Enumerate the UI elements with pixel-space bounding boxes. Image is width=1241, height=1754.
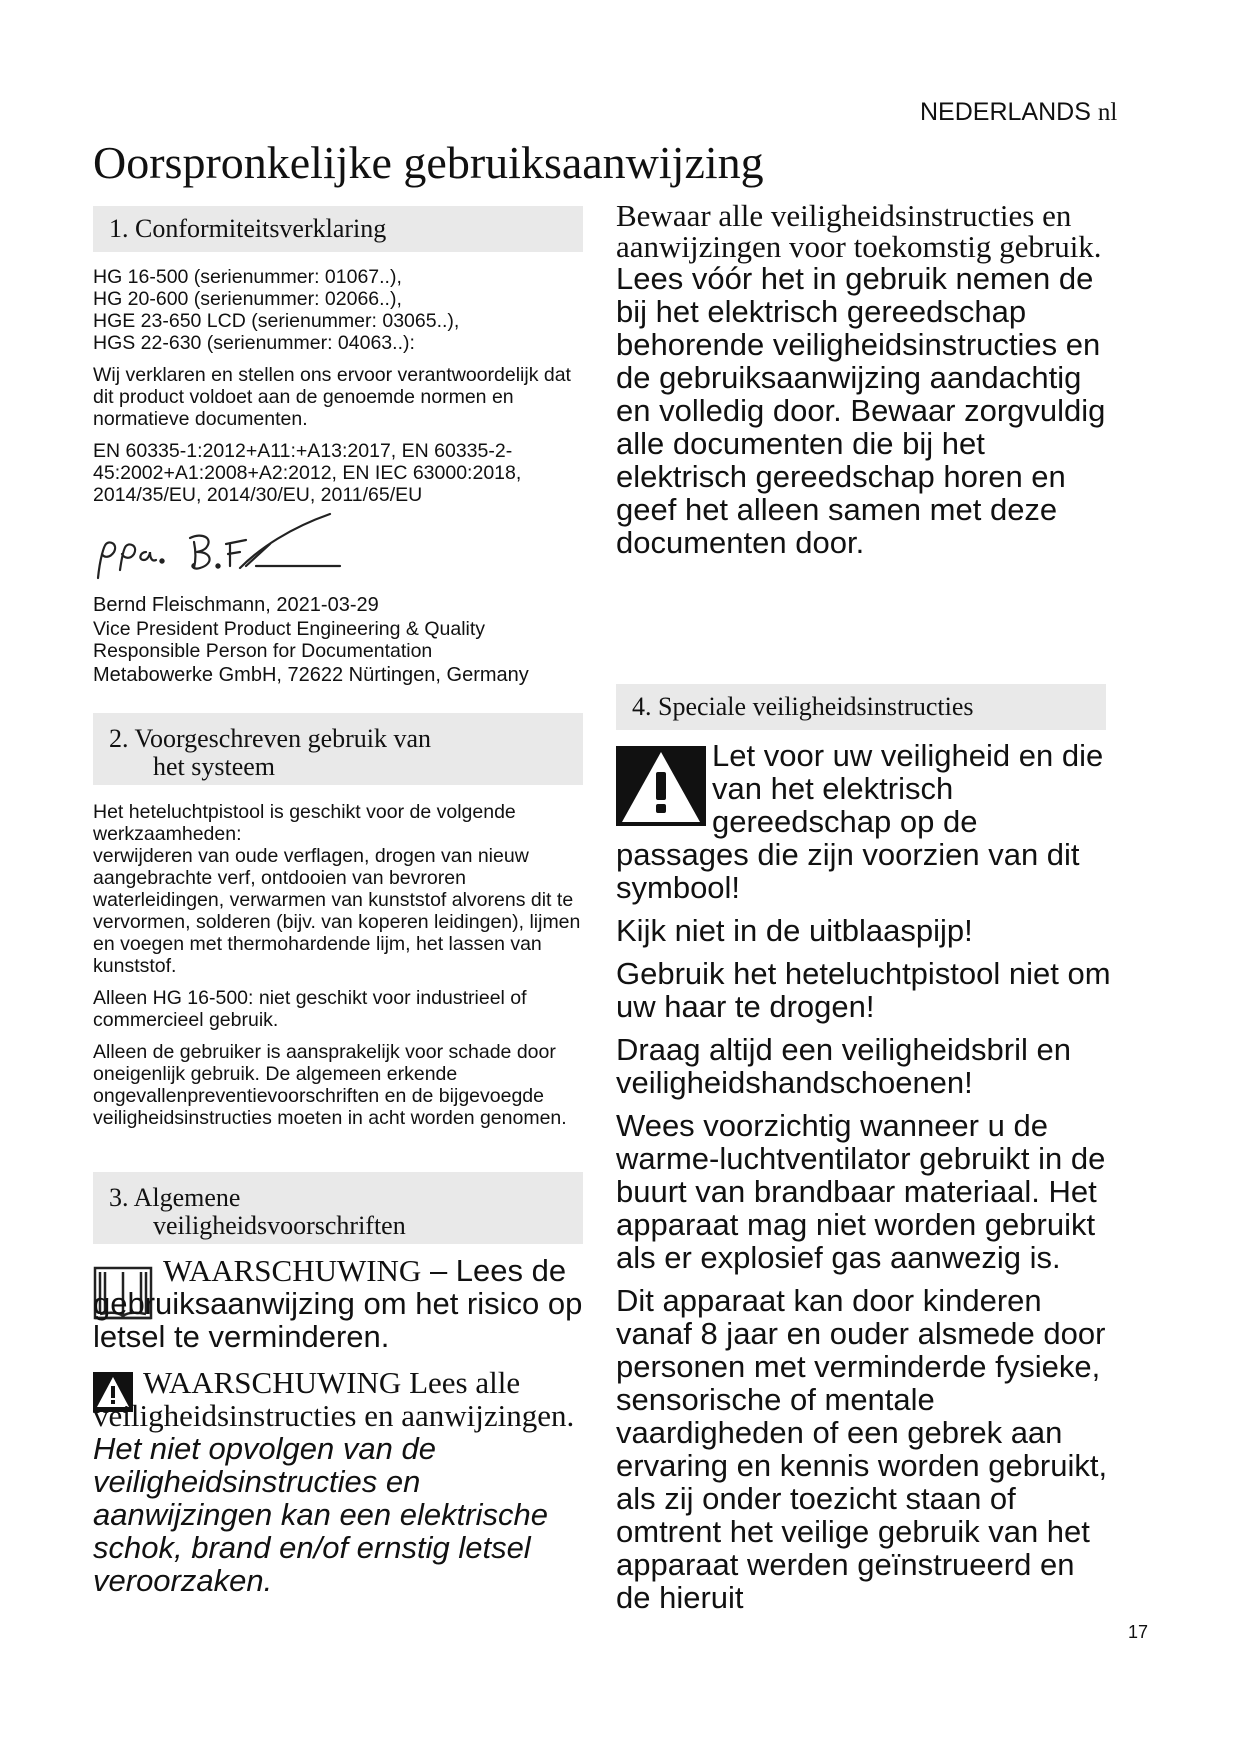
company-address: Metabowerke GmbH, 72622 Nürtingen, Germany	[93, 664, 529, 686]
warning-2-label: WAARSCHUWING	[143, 1365, 402, 1400]
section-3-heading	[93, 1172, 583, 1244]
section-4-body	[616, 739, 1116, 1614]
paragraph: Alleen de gebruiker is aansprakelijk voor schade door oneigenlijk gebruik. De algemeen erkende ongevallenpreventievoorschriften en de bijgevoegde veiligheidsinstructies moeten in acht worden genomen.	[93, 1041, 567, 1129]
paragraph: Wees voorzichtig wanneer u de warme-luchtventilator gebruikt in de buurt van brandbaar materiaal. Het apparaat mag niet worden gebruikt als er explosief gas aanwezig is.	[616, 1108, 1106, 1275]
section-1-body	[93, 266, 593, 516]
paragraph: Alleen HG 16-500: niet geschikt voor industrieel of commercieel gebruik.	[93, 987, 527, 1031]
signer-role: Responsible Person for Documentation	[93, 640, 433, 662]
paragraph: Het heteluchtpistool is geschikt voor de volgende werkzaamheden:	[93, 801, 516, 845]
paragraph: Draag altijd een veiligheidsbril en veiligheidshandschoenen!	[616, 1032, 1071, 1100]
signer-role: Vice President Product Engineering & Quality	[93, 618, 486, 640]
warning-symbol-text-content: Let voor uw veiligheid en die van het elektrisch gereedschap op de passages die zijn voorzien van dit symbool!	[616, 738, 1104, 905]
keep-instructions-serif: Bewaar alle veiligheidsinstructies en aanwijzingen voor toekomstig gebruik.	[616, 198, 1102, 264]
warning-2	[93, 1366, 593, 1597]
section-2-heading-line1: 2. Voorgeschreven gebruik van	[109, 724, 432, 753]
section-2-heading-line2: het systeem	[153, 752, 276, 781]
section-2-heading	[93, 713, 583, 785]
declaration-text: Wij verklaren en stellen ons ervoor verantwoordelijk dat dit product voldoet aan de genoemde normen en normatieve documenten.	[93, 364, 571, 430]
language-label: NEDERLANDS	[920, 98, 1091, 126]
page-title: Oorspronkelijke gebruiksaanwijzing	[93, 137, 764, 188]
paragraph: Dit apparaat kan door kinderen vanaf 8 jaar en ouder alsmede door personen met verminderde fysieke, sensorische of mentale vaardigheden of een gebrek aan ervaring en kennis worden gebruikt, als zij onder toezicht staan of omtrent het veilige gebruik van het apparaat werden geïnstrueerd en de hieruit	[616, 1283, 1108, 1615]
section-1-heading-text: 1. Conformiteitsverklaring	[109, 214, 387, 243]
keep-instructions-block	[616, 200, 1116, 559]
section-1-heading	[93, 206, 583, 252]
language-code: nl	[1097, 99, 1118, 126]
language-header	[920, 98, 1117, 127]
section-3-heading-line2: veiligheidsvoorschriften	[153, 1211, 406, 1240]
warning-1	[93, 1254, 593, 1353]
signature-image	[90, 508, 350, 588]
paragraph: Gebruik het heteluchtpistool niet om uw haar te drogen!	[616, 956, 1111, 1024]
section-3-heading-line1: 3. Algemene	[109, 1183, 241, 1212]
model-line: HGE 23-650 LCD (serienummer: 03065..),	[93, 310, 460, 332]
warning-2-italic-text: Het niet opvolgen van de veiligheidsinstructies en aanwijzingen kan een elektrische schok, brand en/of ernstig letsel veroorzaken.	[93, 1431, 548, 1598]
standards-text: EN 60335-1:2012+A11:+A13:2017, EN 60335-2-45:2002+A1:2008+A2:2012, EN IEC 63000:2018, 2014/35/EU, 2014/30/EU, 2011/65/EU	[93, 440, 522, 506]
signer-name: Bernd Fleischmann, 2021-03-29	[93, 594, 379, 616]
page-number: 17	[1128, 1622, 1149, 1642]
warning-1-dash: –	[421, 1253, 456, 1288]
section-4-heading-text: 4. Speciale veiligheidsinstructies	[632, 692, 974, 721]
model-line: HG 16-500 (serienummer: 01067..),	[93, 266, 402, 288]
section-4-heading	[616, 684, 1106, 730]
warning-1-text: Lees de gebruiksaanwijzing om het risico op letsel te verminderen.	[93, 1253, 583, 1354]
model-line: HGS 22-630 (serienummer: 04063..):	[93, 332, 415, 354]
paragraph: verwijderen van oude verflagen, drogen van nieuw aangebrachte verf, ontdooien van bevroren waterleidingen, verwarmen van kunststof alvorens dit te vervormen, solderen (bijv. van koperen leidingen), lijmen en voegen met thermohardende lijm, het lassen van kunststof.	[93, 845, 581, 977]
paragraph: Kijk niet in de uitblaaspijp!	[616, 913, 973, 948]
warning-symbol-text	[616, 739, 1116, 904]
model-line: HG 20-600 (serienummer: 02066..),	[93, 288, 402, 310]
warning-2-serif-text: Lees alle veiligheidsinstructies en aanwijzingen.	[93, 1365, 575, 1433]
section-2-body	[93, 801, 593, 1139]
keep-instructions-sans: Lees vóór het in gebruik nemen de bij het elektrisch gereedschap behorende veiligheidsinstructies en de gebruiksaanwijzing aandachtig en volledig door. Bewaar zorgvuldig alle documenten die bij het elektrisch gereedschap horen en geef het alleen samen met deze documenten door.	[616, 261, 1106, 560]
warning-1-label: WAARSCHUWING	[163, 1253, 422, 1288]
signer-block	[93, 592, 593, 688]
